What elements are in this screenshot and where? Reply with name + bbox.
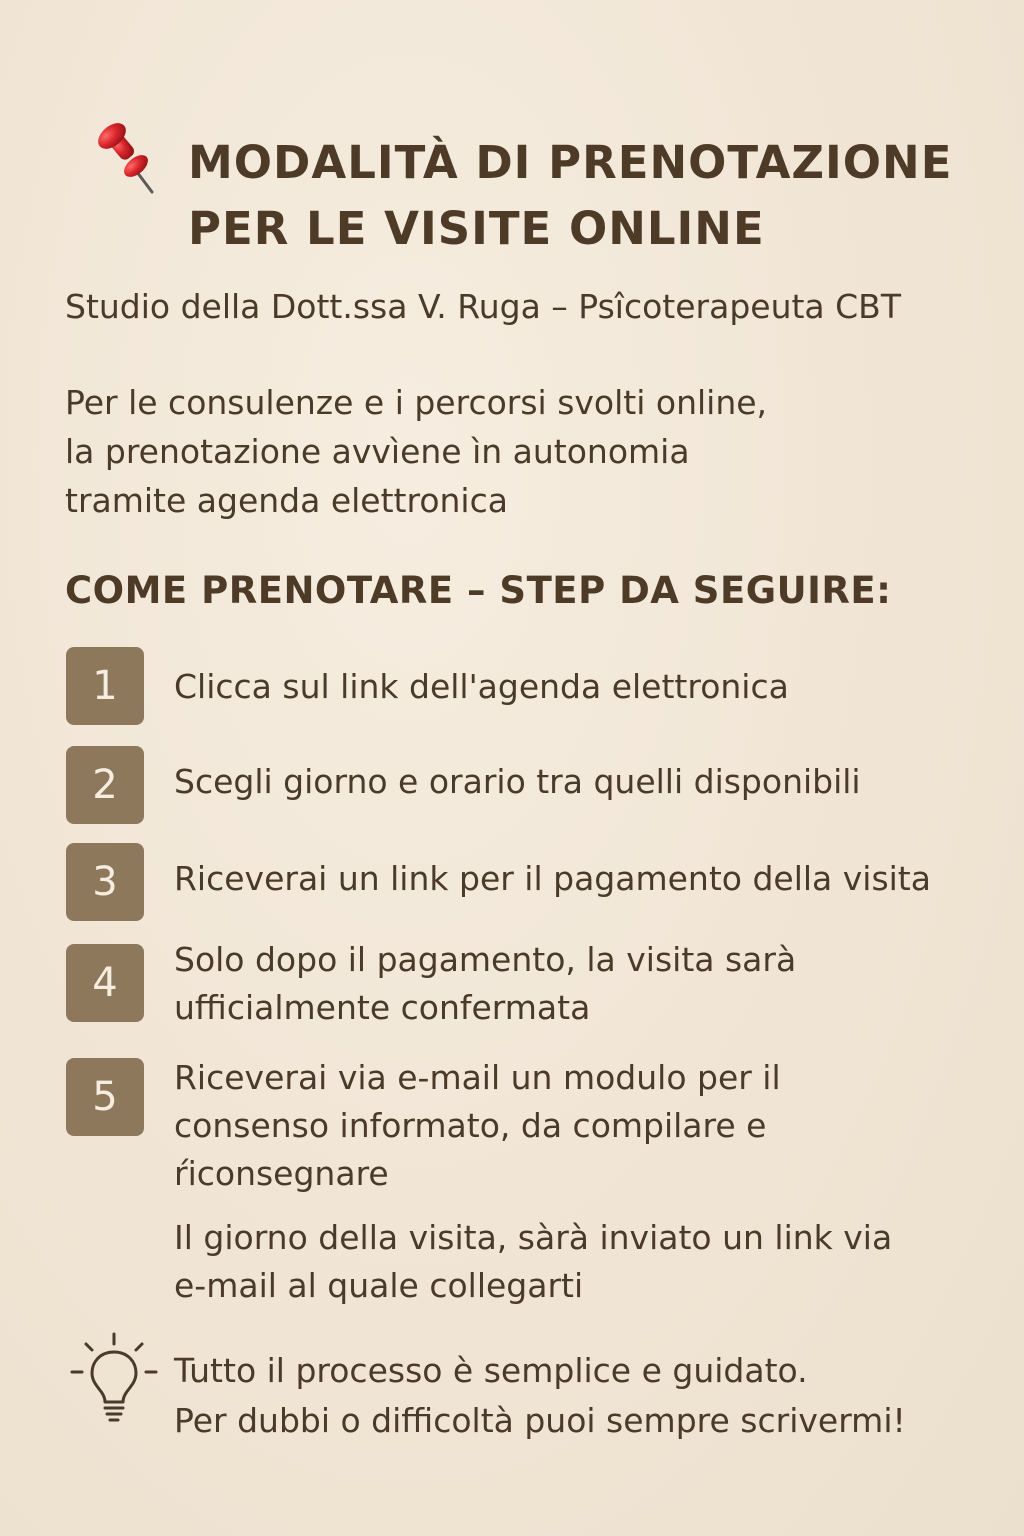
note-line-2: e-mail al quale collegarti xyxy=(174,1266,584,1305)
step-text-line: Solo dopo il pagamento, la visita sarà xyxy=(174,940,797,979)
intro-line-3: tramite agenda elettronica xyxy=(65,481,508,520)
step-number-badge: 4 xyxy=(66,944,144,1022)
pushpin-icon xyxy=(86,116,166,200)
step-text xyxy=(174,1054,781,1198)
step-text-line: Clicca sul link dell'agenda elettronica xyxy=(174,667,789,706)
step-text xyxy=(174,758,861,806)
steps-heading: COME PRENOTARE – STEP DA SEGUIRE: xyxy=(65,569,892,612)
lightbulb-icon xyxy=(68,1330,160,1426)
step-text-line: Riceverai un link per il pagamento della visita xyxy=(174,859,931,898)
step-text xyxy=(174,855,931,903)
visit-day-note xyxy=(174,1214,892,1310)
title-line-2: PER LE VISITE ONLINE xyxy=(188,202,765,255)
closing-line-2: Per dubbi o difficoltà puoi sempre scrivermi! xyxy=(174,1401,906,1440)
step-text-line: Riceverai via e-mail un modulo per il xyxy=(174,1058,781,1097)
step-text xyxy=(174,936,796,1032)
step-text-line: ufficialmente confermata xyxy=(174,988,591,1027)
intro-paragraph xyxy=(65,378,767,525)
closing-message xyxy=(174,1346,906,1446)
page-title xyxy=(188,130,1018,262)
step-text-line: consenso informato, da compilare e xyxy=(174,1106,767,1145)
step-number-badge: 5 xyxy=(66,1058,144,1136)
title-line-1: MODALITÀ DI PRENOTAZIONE xyxy=(188,136,953,189)
closing-line-1: Tutto il processo è semplice e guidato. xyxy=(174,1351,808,1390)
intro-line-1: Per le consulenze e i percorsi svolti online, xyxy=(65,383,768,422)
step-text xyxy=(174,663,789,711)
step-number-badge: 2 xyxy=(66,746,144,824)
studio-subtitle: Studio della Dott.ssa V. Ruga – Psîcoterapeuta CBT xyxy=(65,287,901,326)
step-number-badge: 3 xyxy=(66,843,144,921)
step-text-line: Scegli giorno e orario tra quelli disponibili xyxy=(174,762,861,801)
step-number-badge: 1 xyxy=(66,647,144,725)
intro-line-2: la prenotazione avvìene ìn autonomia xyxy=(65,432,690,471)
note-line-1: Il giorno della visita, sàrà inviato un link via xyxy=(174,1218,893,1257)
step-text-line: ŕiconsegnare xyxy=(174,1154,389,1193)
